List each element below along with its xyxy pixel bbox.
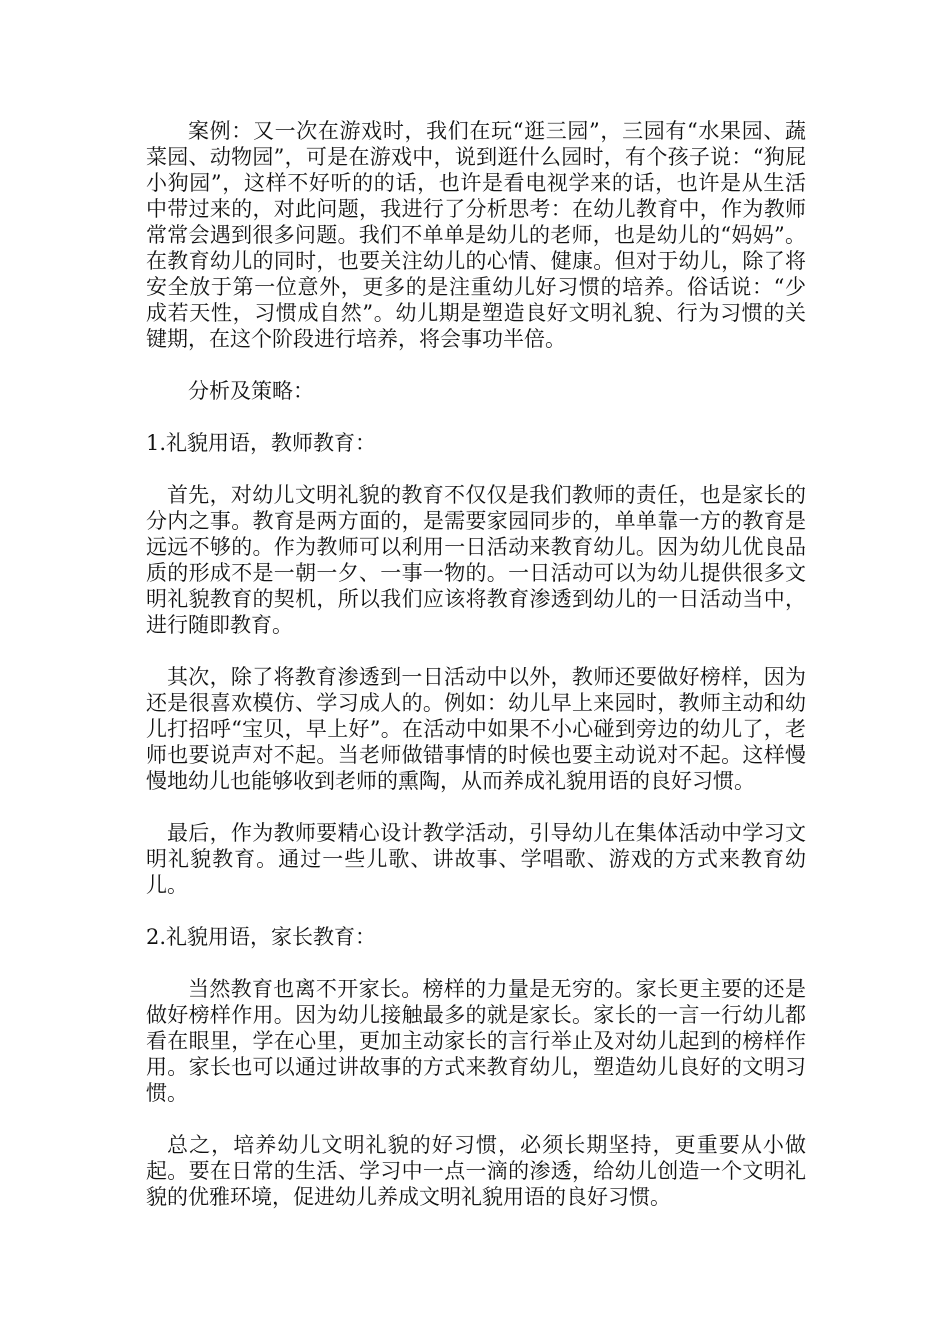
section-heading-teacher: 1.礼貌用语，教师教育： (146, 431, 377, 455)
paragraph-conclusion: 总之，培养幼儿文明礼貌的好习惯，必须长期坚持，更重要从小做起。要在日常的生活、学习中一点一滴的渗透，给幼儿创造一个文明礼貌的优雅环境，促进幼儿养成文明礼貌用语的良好习惯。 (146, 1133, 806, 1209)
section-heading-parent: 2.礼貌用语，家长教育： (146, 925, 377, 949)
case-paragraph: 案例：又一次在游戏时，我们在玩“逛三园”，三园有“水果园、蔬菜园、动物园”，可是在游戏中，说到逛什么园时，有个孩子说：“狗屁小狗园”，这样不好听的的话，也许是看电视学来的话，也许是从生活中带过来的，对此问题，我进行了分析思考：在幼儿教育中，作为教师常常会遇到很多问题。我们不单单是幼儿的老师，也是幼儿的“妈妈”。在教育幼儿的同时，也要关注幼儿的心情、健康。但对于幼儿，除了将安全放于第一位意外，更多的是注重幼儿好习惯的培养。俗话说：“少成若天性，习惯成自然”。幼儿期是塑造良好文明礼貌、行为习惯的关键期，在这个阶段进行培养，将会事功半倍。 (146, 119, 806, 351)
analysis-heading: 分析及策略： (188, 379, 314, 403)
paragraph-second: 其次，除了将教育渗透到一日活动中以外，教师还要做好榜样，因为还是很喜欢模仿、学习成人的。例如：幼儿早上来园时，教师主动和幼儿打招呼“宝贝，早上好”。在活动中如果不小心碰到旁边的幼儿了，老师也要说声对不起。当老师做错事情的时候也要主动说对不起。这样慢慢地幼儿也能够收到老师的熏陶，从而养成礼貌用语的良好习惯。 (146, 665, 806, 793)
paragraph-first: 首先，对幼儿文明礼貌的教育不仅仅是我们教师的责任，也是家长的分内之事。教育是两方面的，是需要家园同步的，单单靠一方的教育是远远不够的。作为教师可以利用一日活动来教育幼儿。因为幼儿优良品质的形成不是一朝一夕、一事一物的。一日活动可以为幼儿提供很多文明礼貌教育的契机，所以我们应该将教育渗透到幼儿的一日活动当中，进行随即教育。 (146, 483, 806, 637)
document-body (146, 118, 806, 1236)
paragraph-parent: 当然教育也离不开家长。榜样的力量是无穷的。家长更主要的还是做好榜样作用。因为幼儿接触最多的就是家长。家长的一言一行幼儿都看在眼里，学在心里，更加主动家长的言行举止及对幼儿起到的榜样作用。家长也可以通过讲故事的方式来教育幼儿，塑造幼儿良好的文明习惯。 (146, 977, 806, 1105)
paragraph-last: 最后，作为教师要精心设计教学活动，引导幼儿在集体活动中学习文明礼貌教育。通过一些儿歌、讲故事、学唱歌、游戏的方式来教育幼儿。 (146, 821, 806, 897)
